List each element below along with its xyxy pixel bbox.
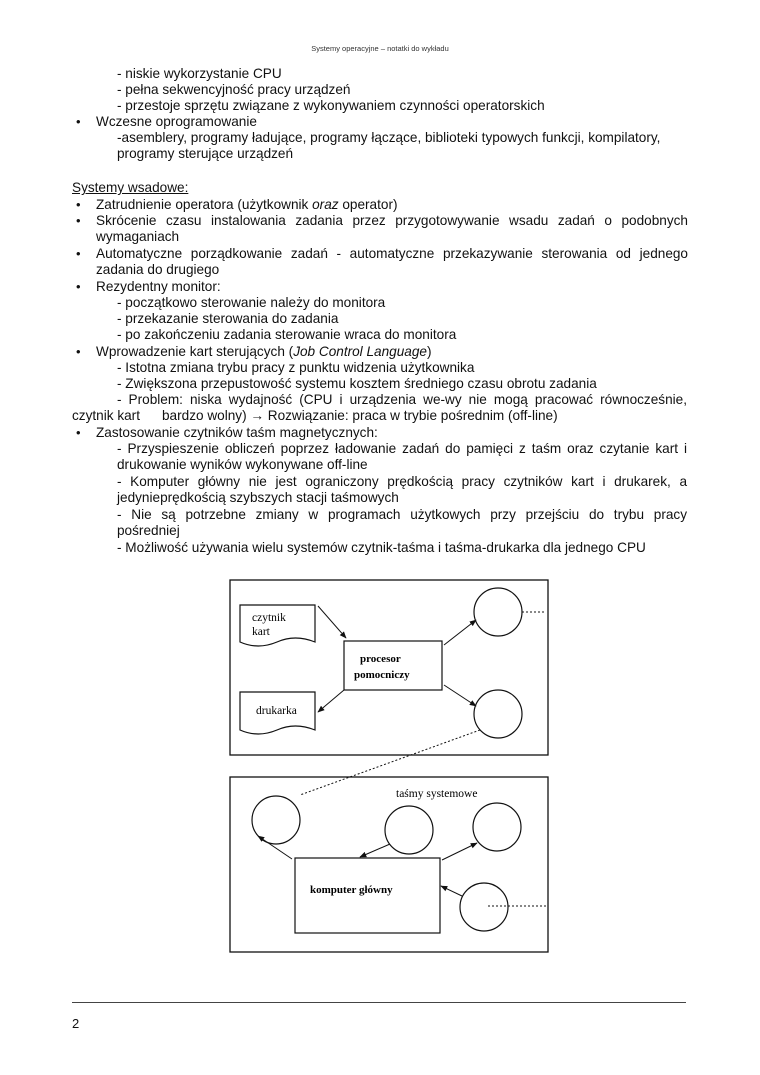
text-line: programy sterujące urządzeń (117, 146, 294, 161)
text-line: Wprowadzenie kart sterujących (Job Control Language) (96, 344, 432, 359)
text-line: - początkowo sterowanie należy do monitora (117, 295, 386, 310)
section-heading: Systemy wsadowe: (72, 180, 189, 195)
arrow (360, 844, 390, 857)
bullet-icon: • (76, 213, 81, 228)
tape-circle (385, 806, 433, 854)
text-line: Zatrudnienie operatora (użytkownik oraz operator) (96, 197, 398, 212)
text-line: Wczesne oprogramowanie (96, 114, 257, 129)
running-header: Systemy operacyjne – notatki do wykładu (311, 44, 449, 53)
text-line: Zastosowanie czytników taśm magnetycznych: (96, 425, 378, 440)
tape-circle (474, 690, 522, 738)
text-line: Skrócenie czasu instalowania zadania przez przygotowywanie wsadu zadań o podobnych (96, 213, 688, 228)
text-line: - Zwiększona przepustowość systemu kosztem średniego czasu obrotu zadania (117, 376, 597, 391)
card-reader-label-2: kart (252, 626, 270, 638)
text-line: jedynieprędkością szybszych stacji taśmowych (117, 490, 399, 505)
page-number: 2 (72, 1016, 80, 1031)
text-line: czytnik kart bardzo wolny) → Rozwiązanie: praca w trybie pośrednim (off-line) (72, 408, 558, 423)
printer-label: drukarka (256, 705, 297, 717)
arrow (444, 685, 476, 706)
upper-frame (230, 580, 548, 755)
aux-processor-box (344, 641, 442, 690)
bullet-icon: • (76, 114, 81, 129)
arrow (441, 886, 462, 896)
arrow (444, 620, 476, 645)
text-line: - po zakończeniu zadania sterowanie wraca do monitora (117, 327, 457, 342)
aux-processor-label-2: pomocniczy (354, 669, 410, 681)
footer-rule (72, 1002, 686, 1003)
text-line: wymaganiach (96, 229, 180, 244)
text-line: Automatyczne porządkowanie zadań - automatyczne przekazywanie sterowania od jednego (96, 246, 688, 261)
arrow (258, 836, 292, 859)
text-line: - Nie są potrzebne zmiany w programach użytkowych przy przejściu do trybu pracy (117, 507, 687, 522)
text-line: - pełna sekwencyjność pracy urządzeń (117, 82, 351, 97)
bullet-icon: • (76, 246, 81, 261)
main-computer-label: komputer główny (310, 884, 393, 896)
bullet-icon: • (76, 279, 81, 294)
tape-circle (460, 883, 508, 931)
text-line: - przekazanie sterowania do zadania (117, 311, 339, 326)
bullet-icon: • (76, 197, 81, 212)
system-tapes-label: taśmy systemowe (396, 788, 478, 800)
arrow (318, 606, 346, 638)
text-line: - Istotna zmiana trybu pracy z punktu widzenia użytkownika (117, 360, 475, 375)
text-line: zadania do drugiego (96, 262, 220, 277)
bullet-icon: • (76, 344, 81, 359)
text-line: - Możliwość używania wielu systemów czytnik-taśma i taśma-drukarka dla jednego CPU (117, 540, 646, 555)
text-line: pośredniej (117, 523, 180, 538)
arrow (318, 690, 344, 712)
aux-processor-label-1: procesor (360, 653, 401, 665)
text-line: - Przyspieszenie obliczeń poprzez ładowanie zadań do pamięci z taśm oraz czytanie kart i (117, 441, 687, 456)
dotted-connector (300, 730, 480, 795)
text-line: - przestoje sprzętu związane z wykonywaniem czynności operatorskich (117, 98, 545, 113)
text-line: - Problem: niska wydajność (CPU i urządzenia we-wy nie mogą pracować równocześnie, (117, 392, 687, 407)
text-line: drukowanie wyników wykonywane off-line (117, 457, 368, 472)
card-reader-label-1: czytnik (252, 612, 286, 624)
tape-circle (473, 803, 521, 851)
text-line: -asemblery, programy ładujące, programy łączące, biblioteki typowych funkcji, kompilatory, (117, 130, 661, 145)
text-line: Rezydentny monitor: (96, 279, 221, 294)
text-line: - Komputer główny nie jest ograniczony prędkością pracy czytników kart i drukarek, a (117, 474, 687, 489)
bullet-icon: • (76, 425, 81, 440)
text-line: - niskie wykorzystanie CPU (117, 66, 282, 81)
arrow (442, 843, 477, 860)
tape-circle (474, 588, 522, 636)
